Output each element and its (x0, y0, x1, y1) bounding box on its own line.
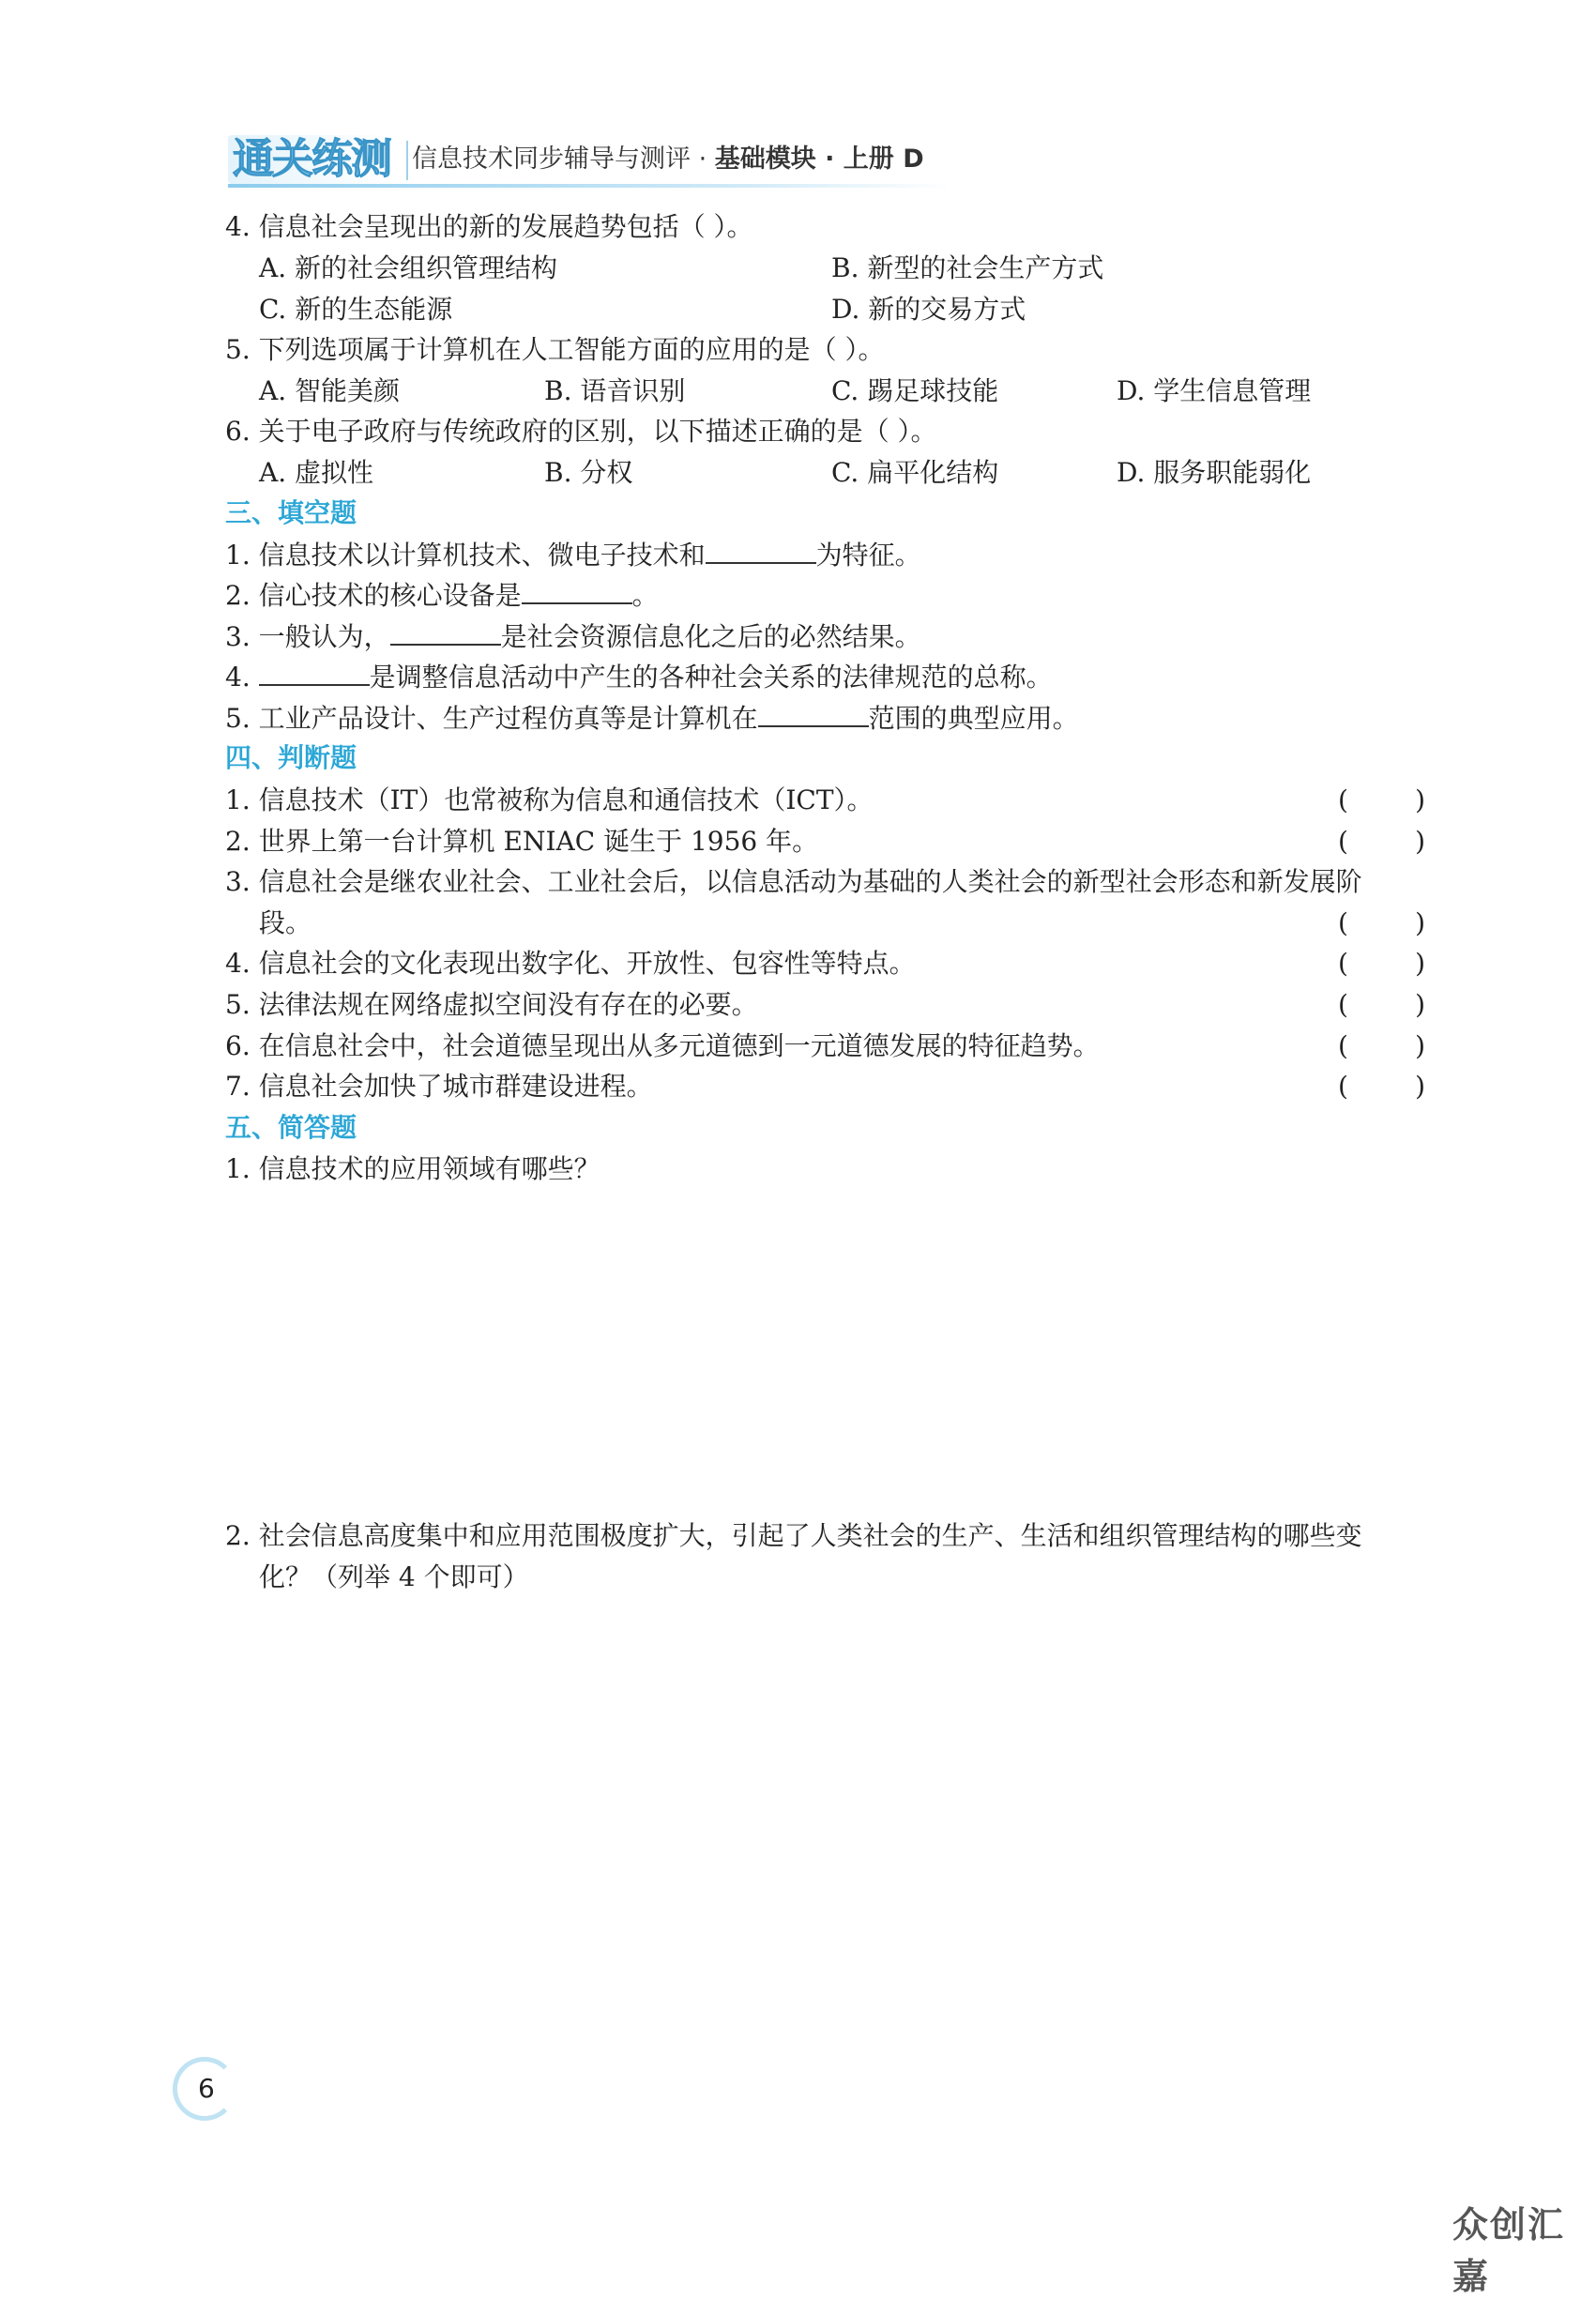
choice-6-option-d: D. 服务职能弱化 (1117, 457, 1312, 488)
judge-question-6: 6. 在信息社会中，社会道德呈现出从多元道德到一元道德发展的特征趋势。 (225, 1030, 1100, 1061)
watermark: 众创汇嘉 (1452, 2204, 1566, 2297)
answer-paren[interactable]: ( ) (1338, 826, 1426, 857)
fill-5-before: 5. 工业产品设计、生产过程仿真等是计算机在 (225, 703, 758, 734)
answer-blank[interactable] (522, 576, 632, 604)
fill-2-before: 2. 信心技术的核心设备是 (225, 580, 522, 611)
choice-6-option-c: C. 扁平化结构 (831, 457, 999, 488)
judge-question-3: 3. 信息社会是继农业社会、工业社会后，以信息活动为基础的人类社会的新型社会形态和新发展阶 (225, 866, 1362, 897)
section-title-judge: 四、判断题 (225, 742, 357, 773)
answer-paren[interactable]: ( ) (1338, 948, 1426, 979)
choice-6-option-b: B. 分权 (544, 457, 633, 488)
book-title (412, 139, 924, 180)
judge-question-4: 4. 信息社会的文化表现出数字化、开放性、包容性等特点。 (225, 948, 916, 979)
judge-question-7: 7. 信息社会加快了城市群建设进程。 (225, 1071, 653, 1102)
answer-blank[interactable] (390, 617, 501, 646)
section-title-short: 五、简答题 (225, 1112, 357, 1143)
running-header (228, 131, 950, 188)
answer-blank[interactable] (758, 699, 869, 727)
answer-paren[interactable]: ( ) (1338, 1071, 1426, 1102)
judge-question-2: 2. 世界上第一台计算机 ENIAC 诞生于 1956 年。 (225, 826, 819, 857)
answer-paren[interactable]: ( ) (1338, 784, 1426, 815)
section-title-fill: 三、填空题 (225, 497, 357, 528)
header-rule (228, 184, 950, 188)
choice-question-6: 6. 关于电子政府与传统政府的区别，以下描述正确的是（ ）。 (225, 416, 937, 447)
choice-4-option-b: B. 新型的社会生产方式 (831, 252, 1104, 283)
header-divider (406, 141, 408, 180)
fill-2-after: 。 (631, 580, 659, 611)
choice-5-option-b: B. 语音识别 (544, 375, 686, 406)
choice-4-option-d: D. 新的交易方式 (831, 294, 1026, 325)
choice-question-5: 5. 下列选项属于计算机在人工智能方面的应用的是（ ）。 (225, 334, 885, 365)
choice-5-option-a: A. 智能美颜 (259, 375, 401, 406)
choice-5-option-c: C. 踢足球技能 (831, 375, 999, 406)
fill-4-after: 是调整信息活动中产生的各种社会关系的法律规范的总称。 (369, 662, 1053, 693)
page-number-badge (173, 2057, 236, 2121)
fill-4-before: 4. (225, 662, 259, 693)
fill-1-before: 1. 信息技术以计算机技术、微电子技术和 (225, 540, 706, 571)
series-logo: 通关练测 (228, 135, 395, 184)
fill-question-1 (225, 536, 921, 574)
fill-question-4 (225, 658, 1053, 696)
book-title-main: 信息技术同步辅导与测评 · (412, 145, 715, 174)
judge-question-3-cont: 段。 (259, 907, 312, 938)
fill-question-5 (225, 699, 1079, 738)
fill-5-after: 范围的典型应用。 (868, 703, 1079, 734)
answer-paren[interactable]: ( ) (1338, 907, 1426, 938)
choice-5-option-d: D. 学生信息管理 (1117, 375, 1312, 406)
short-question-2: 2. 社会信息高度集中和应用范围极度扩大，引起了人类社会的生产、生活和组织管理结构的哪些变 (225, 1520, 1362, 1551)
answer-blank[interactable] (706, 536, 816, 564)
page-number: 6 (198, 2073, 215, 2104)
fill-question-3 (225, 617, 921, 656)
answer-paren[interactable]: ( ) (1338, 1030, 1426, 1061)
choice-question-4: 4. 信息社会呈现出的新的发展趋势包括（ ）。 (225, 211, 753, 242)
short-question-2-cont: 化？（列举 4 个即可） (259, 1561, 529, 1592)
choice-4-option-c: C. 新的生态能源 (259, 294, 453, 325)
judge-question-1: 1. 信息技术（IT）也常被称为信息和通信技术（ICT）。 (225, 784, 874, 815)
answer-paren[interactable]: ( ) (1338, 989, 1426, 1020)
short-question-1: 1. 信息技术的应用领域有哪些？ (225, 1153, 600, 1184)
judge-question-5: 5. 法律法规在网络虚拟空间没有存在的必要。 (225, 989, 758, 1020)
fill-3-before: 3. 一般认为， (225, 621, 390, 652)
choice-4-option-a: A. 新的社会组织管理结构 (259, 252, 558, 283)
fill-3-after: 是社会资源信息化之后的必然结果。 (500, 621, 921, 652)
fill-question-2 (225, 576, 659, 615)
fill-1-after: 为特征。 (815, 540, 921, 571)
choice-6-option-a: A. 虚拟性 (259, 457, 374, 488)
book-title-module: 基础模块 · 上册 D (714, 145, 924, 174)
answer-blank[interactable] (259, 658, 370, 686)
